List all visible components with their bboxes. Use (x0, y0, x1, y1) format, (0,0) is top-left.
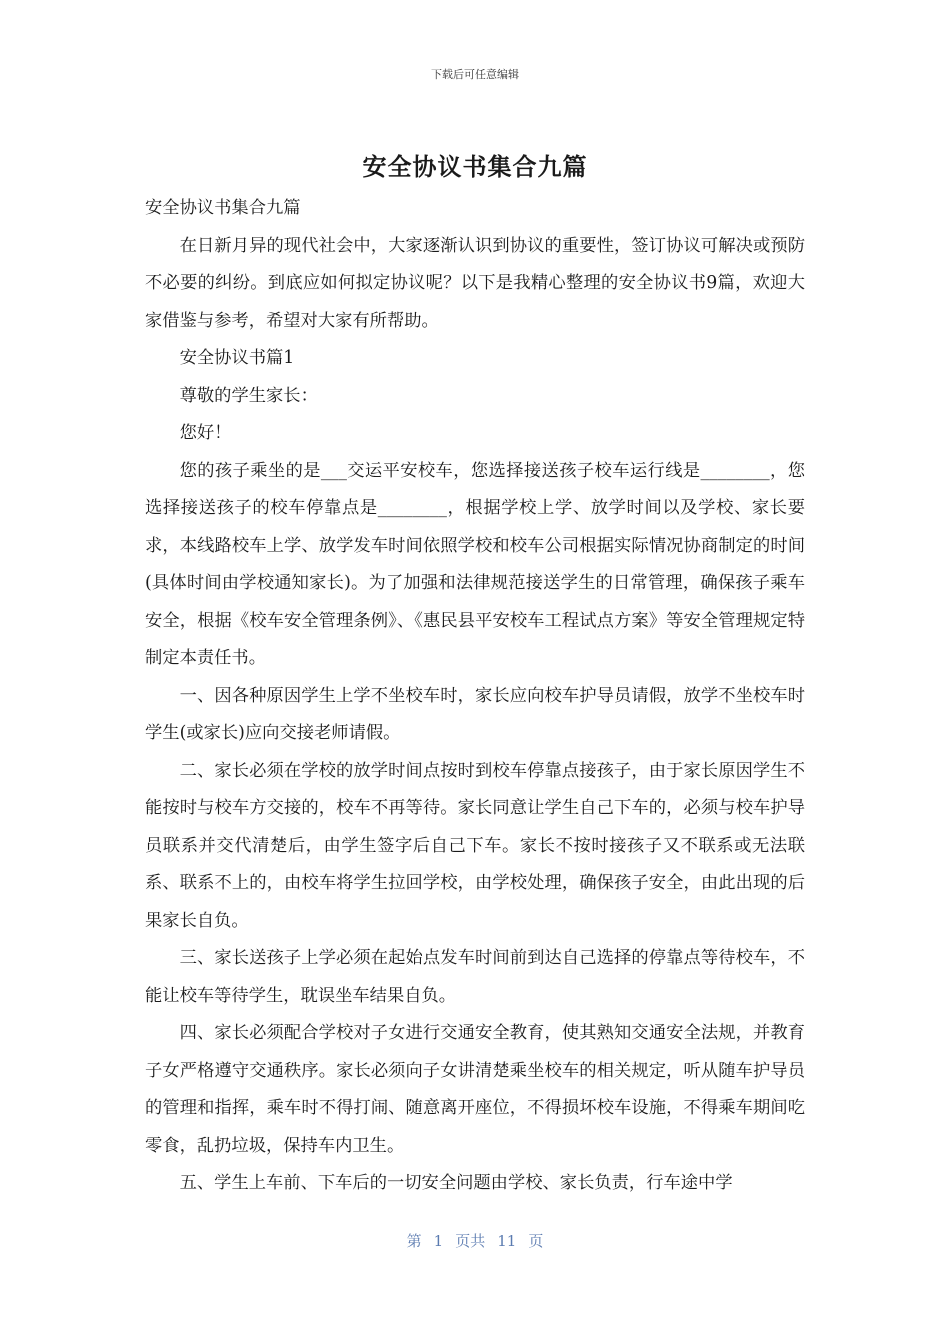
document-title: 安全协议书集合九篇 (362, 153, 588, 181)
clause-5: 五、学生上车前、下车后的一切安全问题由学校、家长负责，行车途中学 (179, 1173, 733, 1193)
clause-3: 三、家长送孩子上学必须在起始点发车时间前到达自己选择的停靠点等待校车，不能让校车等待学生，耽误坐车结果自负。 (145, 948, 805, 1006)
page-of-label: 页共 (455, 1232, 486, 1250)
total-pages: 11 (497, 1232, 517, 1250)
paragraph-subtitle: 安全协议书集合九篇 (145, 198, 301, 218)
page-header-note: 下载后可任意编辑 (431, 68, 519, 81)
paragraph-greeting: 您好！ (179, 423, 232, 443)
page-label: 第 (406, 1232, 422, 1250)
paragraph-body: 您的孩子乘坐的是___交运平安校车，您选择接送孩子校车运行线是________，您选择接送孩子的校车停靠点是________，根据学校上学、放学时间以及学校、家长要求，本线路校车上学、放学发车时间依照学校和校车公司根据实际情况协商制定的时间(具体时间由学校通知家长)。为了加强和法律规范接送学生的日常管理，确保孩子乘车安全，根据《校车安全管理条例》、《惠民县平安校车工程试点方案》等安全管理规定特制定本责任书。 (145, 460, 805, 668)
page-suffix: 页 (528, 1232, 544, 1250)
paragraph-salutation: 尊敬的学生家长： (179, 385, 318, 406)
clause-1: 一、因各种原因学生上学不坐校车时，家长应向校车护导员请假，放学不坐校车时学生(或家长)应向交接老师请假。 (145, 685, 805, 743)
page-number: 1 (433, 1232, 444, 1250)
clause-4: 四、家长必须配合学校对子女进行交通安全教育，使其熟知交通安全法规，并教育子女严格遵守交通秩序。家长必须向子女讲清楚乘坐校车的相关规定，听从随车护导员的管理和指挥，乘车时不得打闹、随意离开座位，不得损坏校车设施，不得乘车期间吃零食，乱扔垃圾，保持车内卫生。 (145, 1023, 805, 1156)
page-footer (0, 1230, 950, 1251)
paragraph-intro: 在日新月异的现代社会中，大家逐渐认识到协议的重要性，签订协议可解决或预防不必要的纠纷。到底应如何拟定协议呢？以下是我精心整理的安全协议书9篇，欢迎大家借鉴与参考，希望对大家有所帮助。 (145, 235, 805, 331)
clause-2: 二、家长必须在学校的放学时间点按时到校车停靠点接孩子，由于家长原因学生不能按时与校车方交接的，校车不再等待。家长同意让学生自己下车的，必须与校车护导员联系并交代清楚后，由学生签字后自己下车。家长不按时接孩子又不联系或无法联系、联系不上的，由校车将学生拉回学校，由学校处理，确保孩子安全，由此出现的后果家长自负。 (145, 760, 805, 931)
document-body (145, 190, 805, 1203)
section-heading: 安全协议书篇1 (179, 348, 295, 368)
